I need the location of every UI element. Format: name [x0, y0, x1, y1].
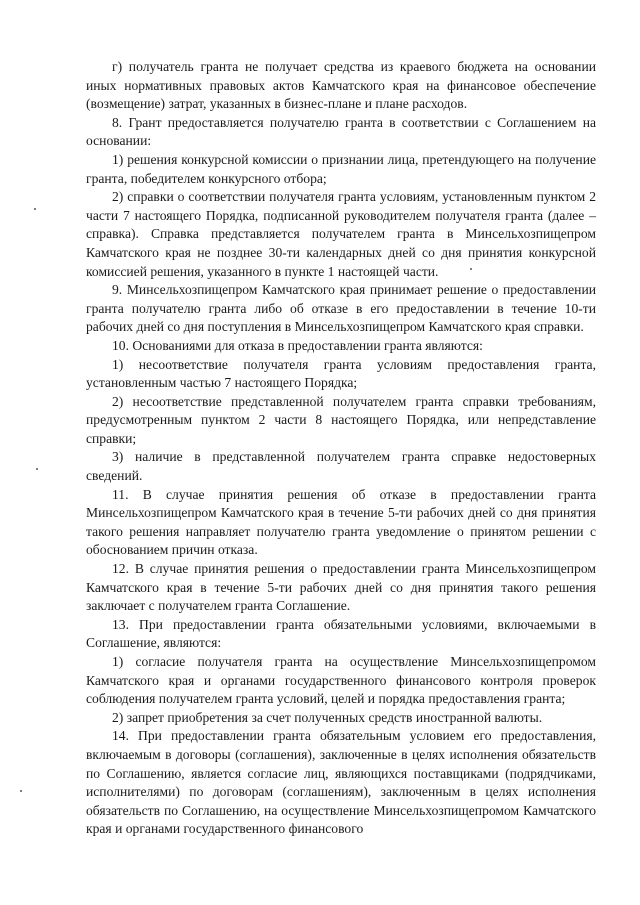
- paragraph: 10. Основаниями для отказа в предоставлении гранта являются:: [112, 337, 483, 353]
- paragraph: 2) запрет приобретения за счет полученных средств иностранной валюты.: [112, 709, 543, 725]
- paragraph: 1) решения конкурсной комиссии о признании лица, претендующего на получение гранта, победителем конкурсного отбора;: [86, 151, 596, 186]
- scan-speck: [470, 268, 472, 270]
- scan-speck: [36, 468, 38, 470]
- paragraph: 1) согласие получателя гранта на осуществление Минсельхозпищепромом Камчатского края и органами государственного финансового контроля проверок соблюдения получателем гранта условий, целей и порядка предоставления гранта;: [86, 654, 596, 707]
- paragraph: 1) несоответствие получателя гранта условиям предоставления гранта, установленным частью 7 настоящего Порядка;: [86, 356, 596, 391]
- paragraph: 14. При предоставлении гранта обязательным условием его предоставления, включаемым в договоры (соглашения), заключенные в целях исполнения обязательств по Соглашению, является согласие лиц, являющихся поставщиками (подрядчиками, исполнителями) по договорам (соглашениям), заключенным в целях исполнения обязательств по Соглашению, на осуществление Минсельхозпищепромом Камчатского края и органами государственного финансового: [86, 728, 596, 837]
- scan-speck: [20, 790, 22, 792]
- paragraph: 11. В случае принятия решения об отказе в предоставлении гранта Минсельхозпищепром Камчатского края в течение 5-ти рабочих дней со дня принятия такого решения направляет получателю гранта уведомление о принятом решении с обоснованием причин отказа.: [86, 486, 596, 558]
- paragraph: 3) наличие в представленной получателем гранта справке недостоверных сведений.: [86, 449, 596, 484]
- paragraph: 12. В случае принятия решения о предоставлении гранта Минсельхозпищепром Камчатского края в течение 5-ти рабочих дней со дня принятия такого решения заключает с получателем гранта Соглашение.: [86, 561, 596, 614]
- paragraph: 2) несоответствие представленной получателем гранта справки требованиям, предусмотренным пунктом 2 части 8 настоящего Порядка, или непредставление справки;: [86, 393, 596, 446]
- document-body: [86, 58, 596, 839]
- paragraph: 2) справки о соответствии получателя гранта условиям, установленным пунктом 2 части 7 настоящего Порядка, подписанной руководителем получателя гранта (далее – справка). Справка представляется получателем гранта в Минсельхозпищепром Камчатского края не позднее 30-ти календарных дней со дня принятия конкурсной комиссией решения, указанного в пункте 1 настоящей части.: [86, 189, 596, 279]
- paragraph: 8. Грант предоставляется получателю гранта в соответствии с Соглашением на основании:: [86, 114, 596, 149]
- paragraph: 9. Минсельхозпищепром Камчатского края принимает решение о предоставлении гранта получателю гранта либо об отказе в его предоставлении в течение 10-ти рабочих дней со дня поступления в Минсельхозпищепром Камчатского края справки.: [86, 282, 596, 335]
- paragraph: 13. При предоставлении гранта обязательными условиями, включаемыми в Соглашение, являются:: [86, 616, 596, 651]
- scan-speck: [34, 208, 36, 210]
- paragraph: г) получатель гранта не получает средства из краевого бюджета на основании иных нормативных правовых актов Камчатского края на финансовое обеспечение (возмещение) затрат, указанных в бизнес-плане и плане расходов.: [86, 59, 596, 112]
